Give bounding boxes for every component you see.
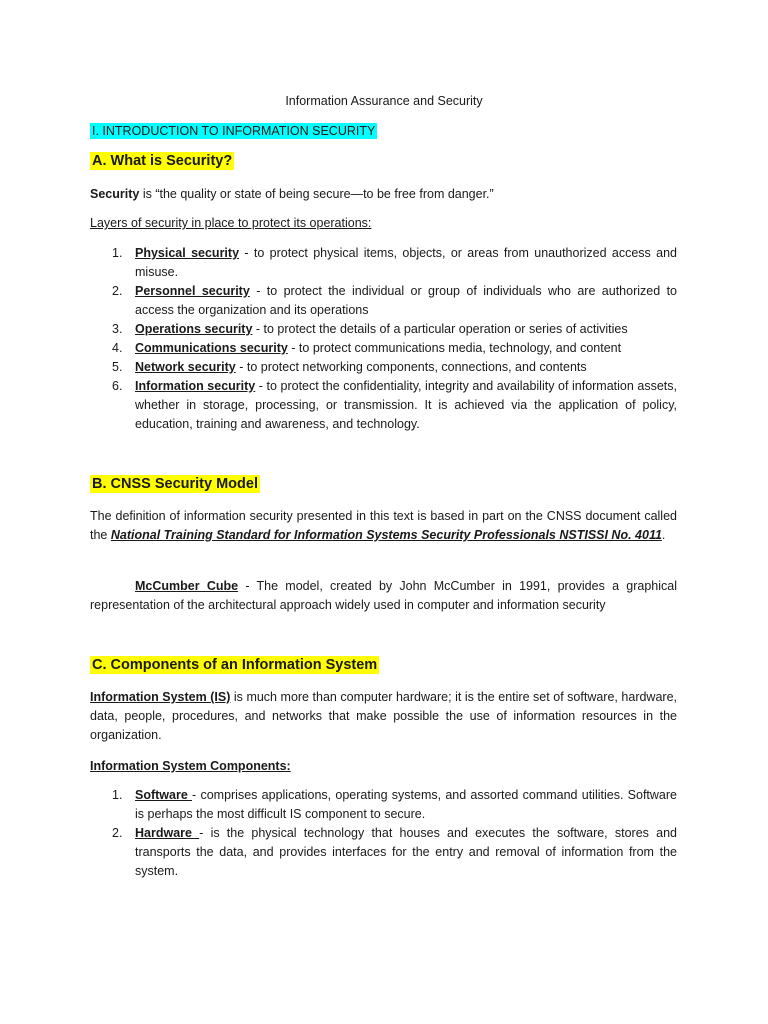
list-number: 3. (112, 322, 123, 336)
security-layers-list (90, 244, 677, 434)
list-item (90, 244, 677, 282)
list-term: Operations security (135, 322, 253, 336)
list-desc: - to protect physical items, objects, or areas from unauthorized access and misuse. (135, 246, 677, 279)
is-text: is much more than computer hardware; it is the entire set of software, hardware, data, people, procedures, and networks that make possible the use of information resources in the organization. (90, 690, 677, 742)
list-desc: - is the physical technology that houses and executes the software, stores and transports the data, and provides interfaces for the entry and removal of information from the system. (135, 826, 677, 878)
section-1-heading: I. INTRODUCTION TO INFORMATION SECURITY (92, 124, 376, 138)
list-item (90, 358, 677, 377)
list-desc: - to protect the details of a particular operation or series of activities (252, 322, 628, 336)
is-paragraph (90, 688, 677, 745)
list-item (90, 339, 677, 358)
section-c-heading-block (90, 656, 677, 675)
section-b-heading-block (90, 475, 677, 494)
list-term: Physical security (135, 246, 240, 260)
mccumber-paragraph (90, 577, 677, 615)
mccumber-text: - The model, created by John McCumber in 1991, provides a graphical representation of the architectural approach widely used in computer and information security (90, 579, 677, 612)
section-1-heading-block (90, 122, 677, 141)
list-number: 4. (112, 341, 123, 355)
list-number: 2. (112, 284, 123, 298)
list-item (90, 786, 677, 824)
section-c-heading: C. Components of an Information System (92, 657, 378, 673)
list-number: 1. (112, 246, 123, 260)
list-term: Software (135, 788, 193, 802)
list-number: 6. (112, 379, 123, 393)
list-term: Network security (135, 360, 236, 374)
components-label: Information System Components: (90, 759, 291, 773)
list-term: Communications security (135, 341, 288, 355)
layers-label: Layers of security in place to protect its operations: (90, 216, 372, 230)
list-term: Hardware (135, 826, 200, 840)
cnss-text-end: . (661, 528, 666, 542)
section-b-heading: B. CNSS Security Model (92, 476, 258, 492)
is-components-list (90, 786, 677, 881)
cnss-paragraph (90, 507, 677, 545)
section-a-heading-block (90, 152, 677, 171)
list-desc: - to protect the confidentiality, integrity and availability of information assets, whether in storage, processing, or transmission. It is achieved via the application of policy, education, training and awareness, and technology. (135, 379, 677, 431)
list-item (90, 824, 677, 881)
cnss-text: The definition of information security presented in this text is based in part on the CNSS document called the (90, 509, 677, 542)
list-number: 1. (112, 788, 123, 802)
is-term: Information System (IS) (90, 690, 231, 704)
list-term: Information security (135, 379, 256, 393)
document-title: Information Assurance and Security (285, 94, 483, 108)
security-definition (90, 185, 677, 204)
list-term: Personnel security (135, 284, 250, 298)
list-item (90, 377, 677, 434)
nstissi-reference: National Training Standard for Information Systems Security Professionals NSTISSI No. 4011 (110, 528, 662, 542)
list-number: 5. (112, 360, 123, 374)
security-term: Security (90, 187, 140, 201)
list-item (90, 320, 677, 339)
section-a-heading: A. What is Security? (92, 153, 233, 169)
list-desc: - to protect networking components, connections, and contents (235, 360, 587, 374)
security-definition-text: is “the quality or state of being secure—to be free from danger.” (139, 187, 494, 201)
list-item (90, 282, 677, 320)
list-desc: - comprises applications, operating systems, and assorted command utilities. Software is perhaps the most difficult IS component to secure. (135, 788, 677, 821)
list-desc: - to protect communications media, technology, and content (287, 341, 622, 355)
mccumber-term: McCumber Cube (135, 579, 239, 593)
list-desc: - to protect the individual or group of individuals who are authorized to access the organization and its operations (135, 284, 678, 317)
list-number: 2. (112, 826, 123, 840)
